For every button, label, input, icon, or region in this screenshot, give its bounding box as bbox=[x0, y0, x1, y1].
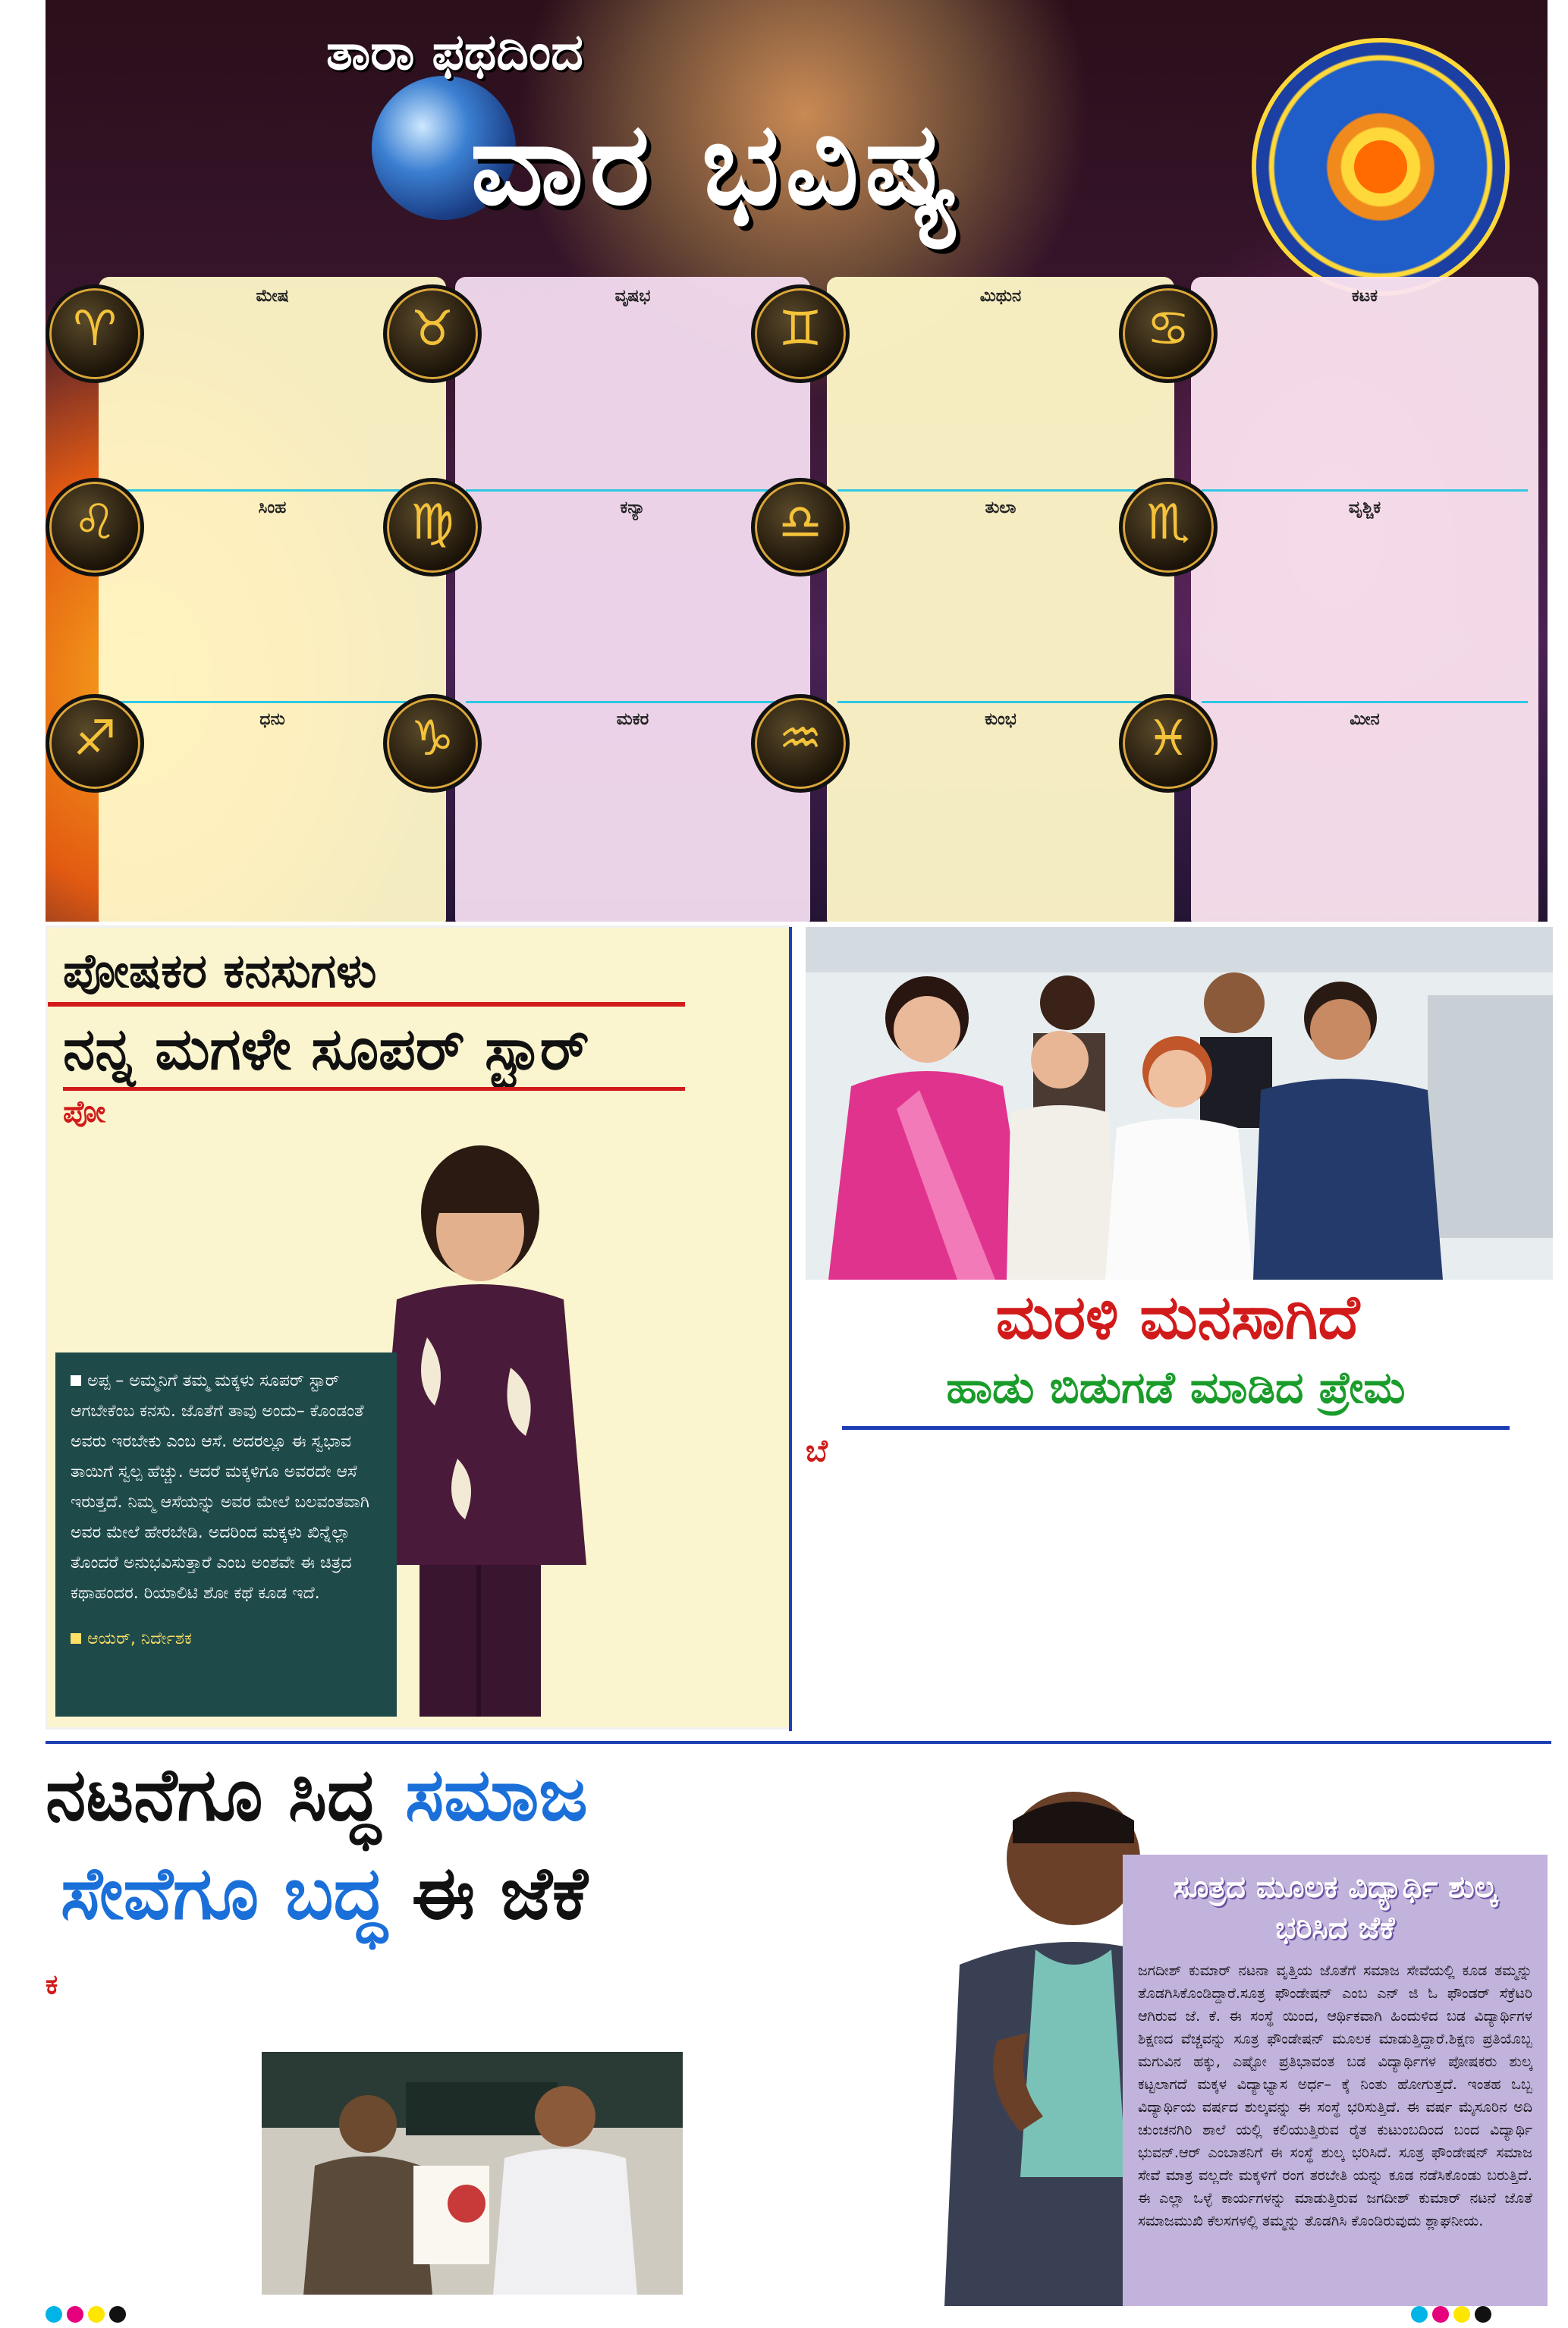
section-divider bbox=[46, 1741, 1551, 1744]
gemini-icon: ♊ bbox=[751, 284, 850, 383]
story3-column-left bbox=[46, 2048, 250, 2291]
cancer-icon: ♋ bbox=[1119, 284, 1218, 383]
libra-icon: ♎ bbox=[751, 478, 850, 577]
yellow-dot-icon bbox=[1453, 2306, 1470, 2323]
story2-subhead: ಹಾಡು ಬಿಡುಗಡೆ ಮಾಡಿದ ಪ್ರೇಮ bbox=[946, 1362, 1406, 1413]
story3-column-right bbox=[1100, 1752, 1548, 1851]
sign-name: ತುಲಾ bbox=[985, 498, 1017, 517]
aries-icon: ♈ bbox=[46, 284, 144, 383]
bullet-square-icon bbox=[71, 1375, 81, 1386]
group-photo bbox=[806, 927, 1553, 1280]
horoscope-column-3 bbox=[827, 277, 1174, 922]
sagittarius-icon: ♐ bbox=[46, 694, 144, 793]
headline-rule bbox=[48, 1002, 685, 1007]
sidebar-heading: ಸೂತ್ರದ ಮೂಲಕ ವಿದ್ಯಾರ್ಥಿ ಶುಲ್ಕ ಭರಿಸಿದ ಜೆಕೆ bbox=[1173, 1870, 1497, 1946]
horoscope-column-1 bbox=[99, 277, 446, 922]
yellow-dot-icon bbox=[88, 2306, 105, 2323]
sign-name: ಕುಂಭ bbox=[985, 710, 1017, 729]
magenta-dot-icon bbox=[67, 2306, 83, 2323]
story2-headline: ಮರಳಿ ಮನಸಾಗಿದೆ bbox=[995, 1282, 1360, 1353]
quote-text bbox=[71, 1366, 382, 1609]
horoscope-column-4 bbox=[1191, 277, 1538, 922]
story2-body bbox=[806, 1437, 1553, 1730]
headline-rule bbox=[63, 1087, 685, 1091]
headline-part: ಸೇವೆಗೂ ಬದ್ಧ bbox=[61, 1851, 387, 1936]
pisces-icon: ♓ bbox=[1119, 694, 1218, 793]
sidebar-box bbox=[1123, 1855, 1548, 2306]
sign-name: ವೃಷಭ bbox=[614, 287, 651, 306]
black-dot-icon bbox=[1475, 2306, 1491, 2323]
registration-marks bbox=[46, 2306, 126, 2323]
sign-name: ಸಿಂಹ bbox=[258, 498, 287, 517]
leo-icon: ♌ bbox=[46, 478, 144, 577]
headline-part: ನಟನೆಗೂ ಸಿದ್ಧ bbox=[46, 1752, 380, 1837]
horoscope-banner bbox=[46, 0, 1548, 922]
sign-name: ವೃಶ್ಚಿಕ bbox=[1348, 498, 1381, 517]
sign-block bbox=[837, 496, 1164, 703]
sign-block bbox=[466, 708, 800, 913]
registration-marks bbox=[1411, 2306, 1491, 2323]
sign-name: ಮೀನ bbox=[1350, 710, 1380, 729]
sign-name: ಧನು bbox=[259, 710, 285, 729]
story-super-star bbox=[46, 925, 793, 1730]
story3-intro bbox=[46, 1972, 683, 2048]
story2-dropcap: ಬೆ bbox=[806, 1437, 828, 1469]
sign-block bbox=[1202, 708, 1528, 913]
sign-block bbox=[837, 284, 1164, 492]
banner-subtitle: ತಾರಾ ಫಥದಿಂದ bbox=[326, 23, 583, 81]
sign-block bbox=[1202, 284, 1528, 492]
capricorn-icon: ♑ bbox=[383, 694, 482, 793]
quote-signature bbox=[71, 1624, 382, 1654]
headline-part: ಈ ಜೆಕೆ bbox=[411, 1851, 588, 1936]
headline-part: ಸಮಾಜ bbox=[405, 1752, 588, 1837]
story3-column-mid bbox=[694, 1752, 937, 2298]
column-divider bbox=[789, 927, 792, 1731]
sign-name: ಕಟಕ bbox=[1351, 287, 1378, 306]
black-dot-icon bbox=[109, 2306, 126, 2323]
quote-box bbox=[55, 1353, 397, 1717]
sidebar-text: ಜಗದೀಶ್ ಕುಮಾರ್ ನಟನಾ ವೃತ್ತಿಯ ಜೊತೆಗೆ ಸಮಾಜ ಸೇವೆಯಲ್ಲಿ ಕೂಡ ತಮ್ಮನ್ನು ತೊಡಗಿಸಿಕೊಂಡಿದ್ದಾರೆ.ಸೂತ್ರ ಫೌಂಡೇಷನ್ ಎಂಬ ಎನ್ ಜಿ ಓ ಫೌಂಡರ್ ಸೆಕ್ರೆಟರಿ ಆಗಿರುವ ಜೆ. ಕೆ. ಈ ಸಂಸ್ಥೆ ಯಿಂದ, ಆರ್ಥಿಕವಾಗಿ ಹಿಂದುಳಿದ ಬಡ ವಿದ್ಯಾರ್ಥಿಗಳ ಶಿಕ್ಷಣದ ವೆಚ್ಚವನ್ನು ಸೂತ್ರ ಫೌಂಡೇಷನ್ ಮೂಲಕ ಮಾಡುತ್ತಿದ್ದಾರೆ.ಶಿಕ್ಷಣ ಪ್ರತಿಯೊಬ್ಬ ಮಗುವಿನ ಹಕ್ಕು, ಎಷ್ಟೋ ಪ್ರತಿಭಾವಂತ ಬಡ ವಿದ್ಯಾರ್ಥಿಗಳ ಪೋಷಕರು ಶುಲ್ಕ ಕಟ್ಟಲಾಗದೆ ಮಕ್ಕಳ ವಿದ್ಯಾಭ್ಯಾಸ ಅರ್ಧ– ಕ್ಕೆ ನಿಂತು ಹೋಗುತ್ತದೆ. ಇಂತಹ ಒಬ್ಬ ವಿದ್ಯಾರ್ಥಿಯ ವರ್ಷದ ಶುಲ್ಕವನ್ನು ಈ ಸಂಸ್ಥೆ ಭರಿಸುತ್ತಿದೆ. ಈ ವರ್ಷ ಮೈಸೂರಿನ ಅದಿ ಚುಂಚನಗಿರಿ ಶಾಲೆ ಯಲ್ಲಿ ಕಲಿಯುತ್ತಿರುವ ರೈತ ಕುಟುಂಬದಿಂದ ಬಂದ ವಿದ್ಯಾರ್ಥಿ ಭುವನ್.ಆರ್ ಎಂಬಾತನಿಗೆ ಈ ಸಂಸ್ಥೆ ಶುಲ್ಕ ಭರಿಸಿದೆ. ಸೂತ್ರ ಫೌಂಡೇಷನ್ ಸಮಾಜ ಸೇವೆ ಮಾತ್ರ ವಲ್ಲದೇ ಮಕ್ಕಳಿಗೆ ರಂಗ ತರಬೇತಿ ಯನ್ನು ಕೂಡ ನಡೆಸಿಕೊಂಡು ಬರುತ್ತಿದೆ. ಈ ಎಲ್ಲಾ ಒಳ್ಳೆ ಕಾರ್ಯಗಳನ್ನು ಮಾಡುತ್ತಿರುವ ಜಗದೀಶ್ ಕುಮಾರ್ ನಟನೆ ಜೊತೆ ಸಮಾಜಮುಖಿ ಕೆಲಸಗಳಲ್ಲಿ ತಮ್ಮನ್ನು ತೊಡಗಿಸಿ ಕೊಂಡಿರುವುದು ಶ್ಲಾಘನೀಯ. bbox=[1138, 1962, 1532, 2229]
sign-name: ಮಕರ bbox=[616, 710, 649, 729]
story3-dropcap: ಕ bbox=[46, 1972, 58, 2000]
quote-body: ಅಪ್ಪ – ಅಮ್ಮನಿಗೆ ತಮ್ಮ ಮಕ್ಕಳು ಸೂಪರ್ ಸ್ಟಾರ್ ಆಗಬೇಕೆಂಬ ಕನಸು. ಜೊತೆಗೆ ತಾವು ಅಂದು– ಕೊಂಡಂತೆ ಅವರು ಇರಬೇಕು ಎಂಬ ಆಸೆ. ಅದರಲ್ಲೂ ಈ ಸ್ವಭಾವ ತಾಯಿಗೆ ಸ್ವಲ್ಪ ಹೆಚ್ಚು. ಆದರೆ ಮಕ್ಕಳಿಗೂ ಅವರದೇ ಆಸೆ ಇರುತ್ತದೆ. ನಿಮ್ಮ ಆಸೆಯನ್ನು ಅವರ ಮೇಲೆ ಬಲವಂತವಾಗಿ ಅವರ ಮೇಲೆ ಹೇರಬೇಡಿ. ಅದರಿಂದ ಮಕ್ಕಳು ಖಿನ್ನೆಲ್ಲಾ ತೊಂದರೆ ಅನುಭವಿಸುತ್ತಾರೆ ಎಂಬ ಅಂಶವೇ ಈ ಚಿತ್ರದ ಕಥಾಹಂದರ. ರಿಯಾಲಿಟಿ ಶೋ ಕಥೆ ಕೂಡ ಇದೆ. bbox=[71, 1371, 369, 1603]
story1-kicker: ಪೋಷಕರ ಕನಸುಗಳು bbox=[63, 943, 377, 998]
scorpio-icon: ♏ bbox=[1119, 478, 1218, 577]
story3-headline-line2 bbox=[61, 1851, 713, 1949]
cyan-dot-icon bbox=[1411, 2306, 1428, 2323]
horoscope-column-2 bbox=[455, 277, 810, 922]
signature-text: ಆಯರ್, ನಿರ್ದೇಶಕ bbox=[87, 1629, 192, 1648]
story3-headline-line1 bbox=[46, 1752, 713, 1851]
sign-name: ಮೇಷ bbox=[256, 287, 289, 306]
sign-block bbox=[837, 708, 1164, 913]
sign-block bbox=[466, 284, 800, 492]
sign-name: ಕನ್ಯಾ bbox=[620, 498, 646, 517]
taurus-icon: ♉ bbox=[383, 284, 482, 383]
sign-name: ಮಿಥುನ bbox=[979, 287, 1022, 306]
story1-dropcap: ಪೋ bbox=[63, 1098, 106, 1129]
virgo-icon: ♍ bbox=[383, 478, 482, 577]
zodiac-wheel-icon bbox=[1252, 38, 1510, 296]
subhead-rule bbox=[842, 1426, 1510, 1430]
banner-title: ವಾರ ಭವಿಷ್ಯ bbox=[470, 99, 964, 231]
sign-block bbox=[1202, 496, 1528, 703]
handover-photo bbox=[262, 2052, 683, 2295]
sign-block bbox=[466, 496, 800, 703]
story1-headline: ನನ್ನ ಮಗಳೇ ಸೂಪರ್ ಸ್ಟಾರ್ bbox=[63, 1015, 589, 1082]
bullet-square-icon bbox=[71, 1633, 81, 1644]
aquarius-icon: ♒ bbox=[751, 694, 850, 793]
magenta-dot-icon bbox=[1432, 2306, 1449, 2323]
cyan-dot-icon bbox=[46, 2306, 62, 2323]
